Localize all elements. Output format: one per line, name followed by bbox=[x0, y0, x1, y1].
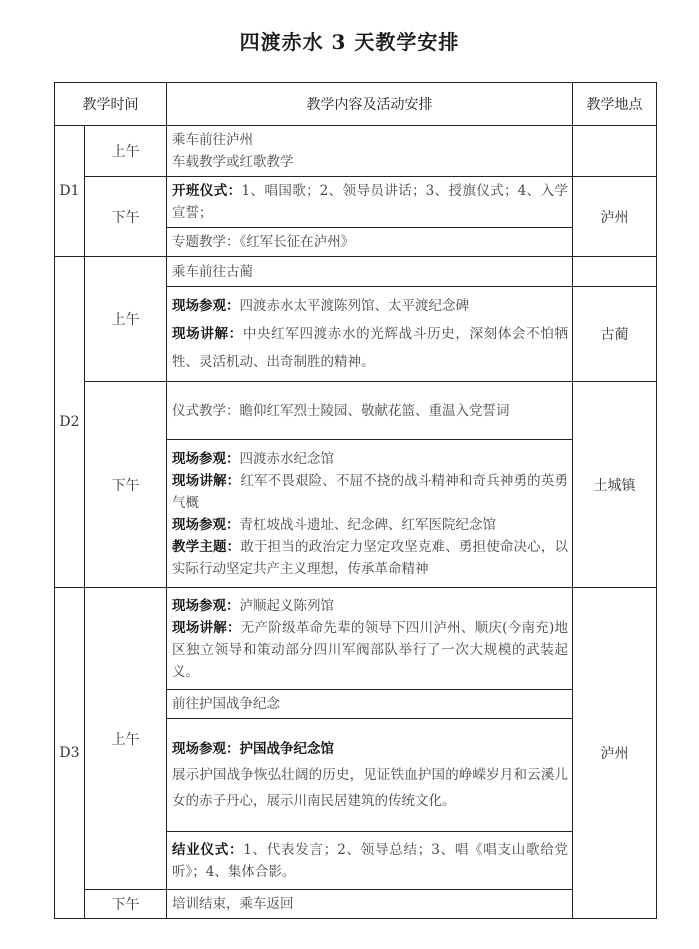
content-line bbox=[172, 514, 568, 536]
table-row bbox=[55, 588, 657, 690]
content-line bbox=[172, 736, 568, 762]
label-visit: 现场参观： bbox=[172, 597, 240, 614]
place-d2-pm: 土城镇 bbox=[573, 382, 657, 588]
content-line bbox=[172, 320, 568, 376]
text-theme: 敢于担当的政治定力坚定攻坚克难、勇担使命决心，以实际行动坚定共产主义理想，传承革命精神 bbox=[172, 538, 569, 577]
label-opening: 开班仪式： bbox=[172, 183, 242, 199]
text-visit: 泸顺起义陈列馆 bbox=[239, 597, 334, 614]
label-lecture: 现场讲解： bbox=[172, 619, 241, 636]
content-line bbox=[172, 617, 568, 683]
place-d1-am bbox=[573, 126, 657, 177]
content-d2-ceremony: 仪式教学：瞻仰红军烈士陵园、敬献花篮、重温入党誓词 bbox=[167, 382, 573, 440]
header-time: 教学时间 bbox=[55, 83, 167, 126]
content-d3-pm: 培训结束，乘车返回 bbox=[167, 890, 573, 919]
content-d3-am-1 bbox=[167, 588, 573, 690]
label-theme: 教学主题： bbox=[172, 538, 241, 555]
period-d3-pm: 下午 bbox=[85, 890, 167, 919]
content-d3-closing bbox=[167, 832, 573, 890]
content-d1-opening bbox=[167, 177, 573, 228]
label-lecture: 现场讲解： bbox=[172, 326, 243, 342]
text-lecture: 红军不畏艰险、不屈不挠的战斗精神和奇兵神勇的英勇气概 bbox=[172, 472, 569, 511]
text-closing: 1、代表发言；2、领导总结；3、唱《唱支山歌给党听》；4、集体合影。 bbox=[172, 841, 568, 880]
header-row bbox=[55, 83, 657, 126]
period-d1-pm: 下午 bbox=[85, 177, 167, 257]
text-lecture: 中央红军四渡赤水的光辉战斗历史，深刻体会不怕牺牲、灵活机动、出奇制胜的精神。 bbox=[172, 326, 569, 370]
content-d2-pm bbox=[167, 440, 573, 588]
content-d1-topic bbox=[167, 228, 573, 257]
content-d2-am bbox=[167, 287, 573, 382]
label-visit: 现场参观： bbox=[172, 516, 240, 533]
content-line: 乘车前往泸州 bbox=[172, 132, 253, 148]
period-d2-am: 上午 bbox=[85, 257, 167, 382]
table-row bbox=[55, 890, 657, 919]
table-row bbox=[55, 126, 657, 177]
content-d3-am-2 bbox=[167, 719, 573, 832]
text-opening: 1、唱国歌；2、领导员讲话；3、授旗仪式；4、入学宣誓； bbox=[172, 183, 568, 221]
place-d2-am: 古蔺 bbox=[573, 287, 657, 382]
content-line bbox=[172, 470, 568, 514]
content-d1-am bbox=[167, 126, 573, 177]
place-d1-pm: 泸州 bbox=[573, 177, 657, 257]
place-d2-travel bbox=[573, 257, 657, 287]
table-row bbox=[55, 177, 657, 228]
page-title: 四渡赤水 3 天教学安排 bbox=[239, 30, 460, 54]
content-line: 展示护国战争恢弘壮阔的历史，见证铁血护国的峥嵘岁月和云溪儿女的赤子丹心，展示川南民居建筑的传统文化。 bbox=[172, 767, 568, 809]
header-content: 教学内容及活动安排 bbox=[167, 83, 573, 126]
text-visit: 四渡赤水太平渡陈列馆、太平渡纪念碑 bbox=[239, 298, 469, 314]
label-closing: 结业仪式： bbox=[172, 841, 244, 858]
table-row bbox=[55, 382, 657, 440]
schedule-table bbox=[54, 82, 657, 919]
header-place: 教学地点 bbox=[573, 83, 657, 126]
label-visit: 现场参观： bbox=[172, 298, 240, 314]
content-d3-goto: 前往护国战争纪念 bbox=[167, 690, 573, 719]
label-visit: 现场参观： bbox=[172, 741, 240, 757]
content-line bbox=[172, 595, 568, 617]
text-visit: 青杠坡战斗遗址、纪念碑、红军医院纪念馆 bbox=[239, 516, 496, 533]
text-visit: 四渡赤水纪念馆 bbox=[239, 450, 334, 467]
label-visit: 现场参观： bbox=[172, 450, 240, 467]
day-label-d1: D1 bbox=[55, 126, 85, 257]
period-d2-pm: 下午 bbox=[85, 382, 167, 588]
text-topic: 《红军长征在泸州》 bbox=[239, 234, 355, 250]
content-line bbox=[172, 448, 568, 470]
text-visit: 护国战争纪念馆 bbox=[239, 741, 334, 757]
table-row bbox=[55, 257, 657, 287]
label-lecture: 现场讲解： bbox=[172, 472, 241, 489]
content-d2-travel: 乘车前往古蔺 bbox=[167, 257, 573, 287]
content-line bbox=[172, 536, 568, 580]
content-line bbox=[172, 292, 568, 320]
label-topic: 专题教学： bbox=[172, 234, 240, 250]
text-lecture: 无产阶级革命先辈的领导下四川泸州、顺庆(今南充)地区独立领导和策动部分四川军阀部队举行了一次大规模的武装起义。 bbox=[172, 619, 568, 680]
day-label-d3: D3 bbox=[55, 588, 85, 919]
period-d3-am: 上午 bbox=[85, 588, 167, 890]
period-d1-am: 上午 bbox=[85, 126, 167, 177]
content-line: 车载教学或红歌教学 bbox=[172, 154, 294, 170]
place-d3: 泸州 bbox=[573, 588, 657, 919]
day-label-d2: D2 bbox=[55, 257, 85, 588]
